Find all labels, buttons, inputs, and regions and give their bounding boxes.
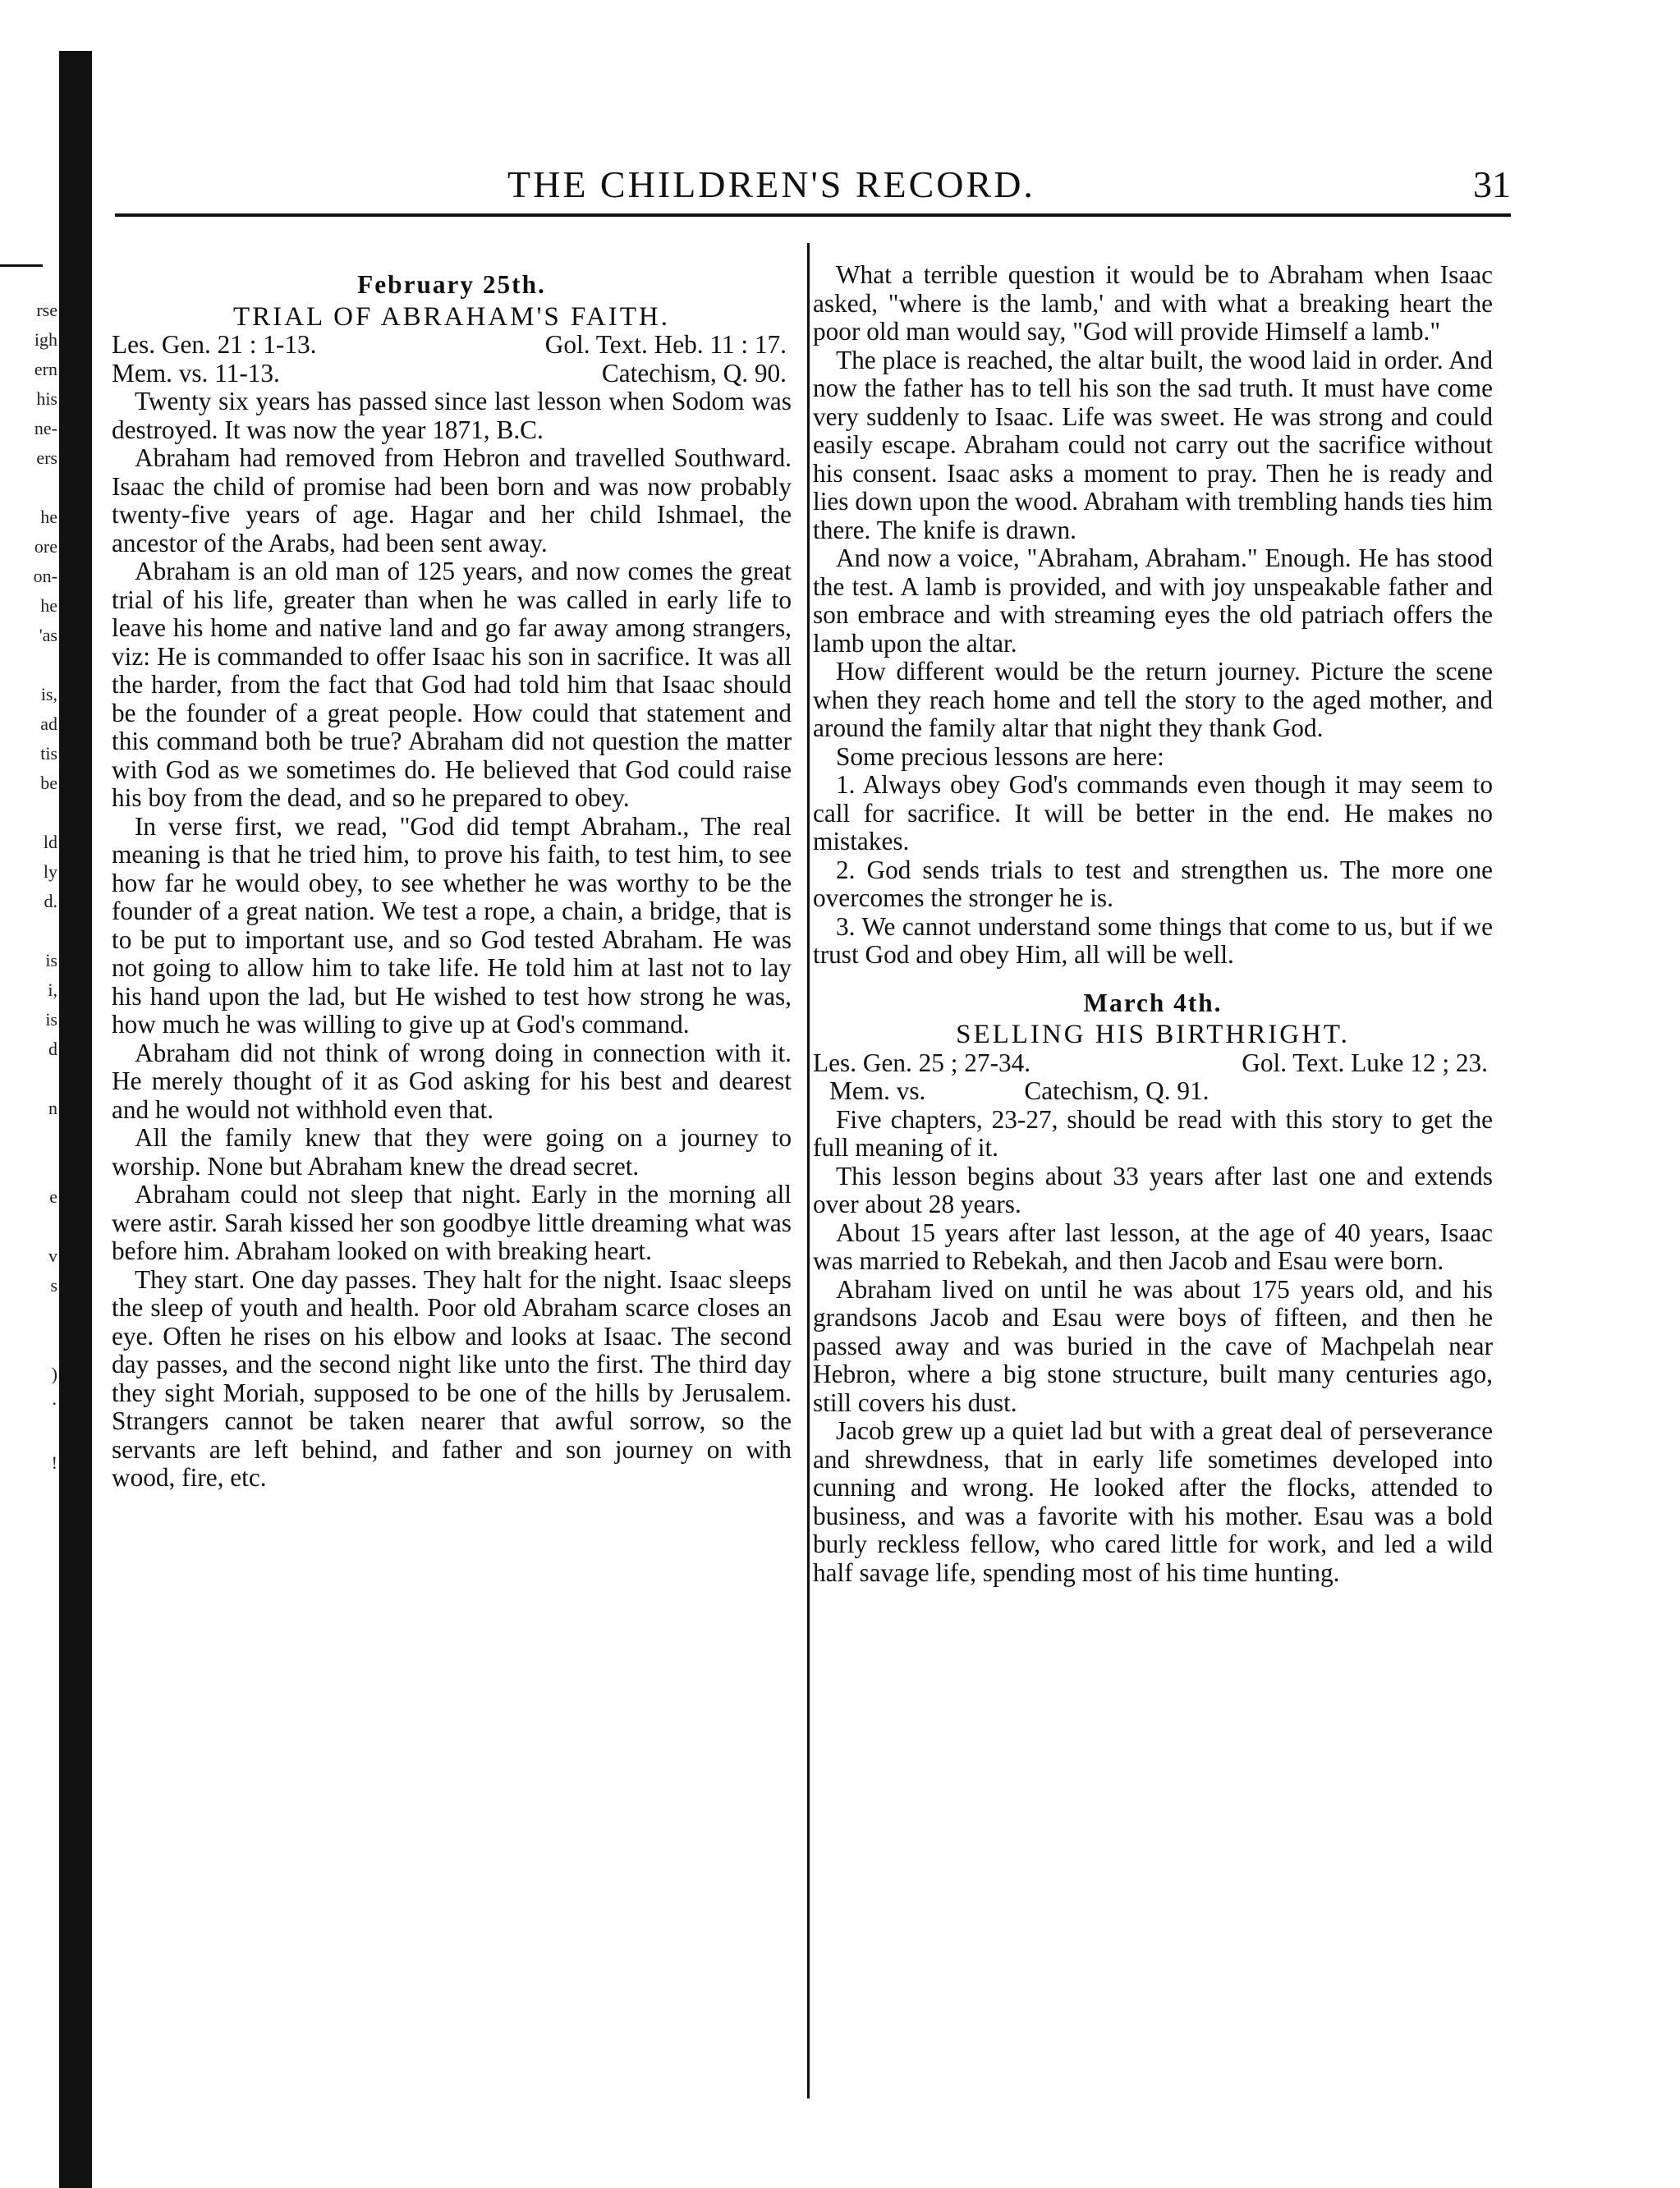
left-column [112,271,792,1493]
adjacent-page-margin-text [0,296,57,1478]
paragraph: This lesson begins about 33 years after last one and extends over about 28 years. [813,1161,1493,1218]
margin-fragment: he [40,595,57,616]
golden-text: Gol. Text. Heb. 11 : 17. [544,330,787,359]
margin-fragment [0,1330,57,1360]
paragraph: How different would be the return journey. Picture the scene when they reach home and tell the story to the aged mother, and around the family altar that night they thank God. [813,657,1493,742]
margin-fragment: on- [33,566,57,586]
margin-fragment: i, [48,979,57,1000]
margin-fragment: he [40,507,57,527]
margin-fragment [0,798,57,828]
paragraph: Abraham lived on until he was about 175 years old, and his grandsons Jacob and Esau were boys of fifteen, and then he passed away and was buried in the cave of Machpelah near Hebron, where a big stone structure, built many centuries ago, still covers his dust. [813,1274,1493,1417]
margin-fragment: n [48,1098,57,1118]
lesson-body [112,388,792,1493]
paragraph: And now a voice, "Abraham, Abraham." Enough. He has stood the test. A lamb is provided, and with joy unspeakable father and son embrace and with streaming eyes the old patriach offers the lamb upon the altar. [813,544,1493,658]
margin-fragment: ad [40,713,57,734]
margin-fragment: v [48,1245,57,1266]
margin-fragment: e [49,1186,57,1207]
margin-fragment: rse [36,300,57,320]
margin-fragment: d. [44,891,57,911]
catechism-question: Catechism, Q. 90. [601,358,787,388]
paragraph: Abraham could not sleep that night. Early in the morning all were astir. Sarah kissed her son goodbye little dreaming what was before him. Abraham looked on with breaking heart. [112,1180,792,1265]
margin-fragment: his [36,388,57,409]
paragraph: All the family knew that they were going on a journey to worship. None but Abraham knew the dread secret. [112,1123,792,1181]
margin-fragment: ern [34,359,57,379]
lesson-date: March 4th. [1083,988,1223,1017]
paragraph: 2. God sends trials to test and strengthen us. The more one overcomes the stronger he is. [813,855,1493,912]
paragraph: In verse first, we read, "God did tempt Abraham., The real meaning is that he tried him, to prove his faith, to test him, to see how far he would obey, to see whether he was worthy to be the founder of a great nation. We test a rope, a chain, a bridge, that is to be put to important use, and so God tested Abraham. He was not going to allow him to take life. He told him at last not to lay his hand upon the lad, but He wished to test how strong he was, how much he was willing to give up at God's command. [112,811,792,1039]
margin-fragment: is, [40,684,57,704]
paragraph: Twenty six years has passed since last lesson when Sodom was destroyed. It was now the year 1871, B.C. [112,387,792,444]
lesson-date: February 25th. [357,270,546,299]
page-number: 31 [1473,163,1511,205]
margin-fragment: ly [43,861,57,882]
lesson-references [112,331,792,360]
margin-fragment [0,473,57,502]
margin-fragment: ) [51,1364,57,1384]
lesson-references [813,1049,1493,1078]
margin-fragment: ore [34,536,57,557]
paragraph: Some precious lessons are here: [836,741,1164,771]
margin-fragment: s [50,1275,57,1296]
margin-fragment: be [40,773,57,793]
margin-fragment: is [45,1009,57,1030]
paragraph: Abraham is an old man of 125 years, and now comes the great trial of his life, greater than when he was called in early life to leave his home and native land and go far away among strangers, viz: He is commanded to offer Isaac his son in sacrifice. It was all the harder, from the fact that God had told him that Isaac should be the founder of a great people. How could that statement and this command both be true? Abraham did not question the matter with God as we sometimes do. He believed that God could raise his boy from the dead, and so he prepared to obey. [112,557,792,812]
margin-fragment [0,650,57,680]
margin-fragment [0,1212,57,1241]
paragraph: What a terrible question it would be to Abraham when Isaac asked, "where is the lamb,' and with what a breaking heart the poor old man would say, "God will provide Himself a lamb." [813,260,1493,346]
margin-fragment: igh [34,329,57,350]
lesson-passage: Les. Gen. 25 ; 27-34. [813,1048,1031,1077]
catechism-question: Catechism, Q. 91. [1024,1076,1210,1105]
memory-verses: Mem. vs. 11-13. [112,358,280,388]
margin-fragment: ers [36,447,57,468]
margin-fragment [0,916,57,946]
paragraph: Jacob grew up a quiet lad but with a great deal of perseverance and shrewdness, that in early life sometimes developed into cunning and wrong. He looked after the flocks, attended to business, and was a favorite with his mother. Esau was a bold burly reckless fellow, who cared little for work, and led a wild half savage life, spending most of his time hunting. [813,1416,1493,1587]
margin-fragment: d [48,1039,57,1059]
paragraph: 3. We cannot understand some things that come to us, but if we trust God and obey Him, all will be well. [813,911,1493,969]
page-binding-edge [59,51,92,2188]
golden-text: Gol. Text. Luke 12 ; 23. [1242,1048,1488,1077]
memory-verses: Mem. vs. [829,1076,926,1105]
margin-fragment [0,1300,57,1330]
lesson-title: TRIAL OF ABRAHAM'S FAITH. [233,301,670,332]
memory-references [813,1077,1493,1106]
lesson-body [813,1106,1493,1588]
margin-fragment [0,1064,57,1094]
paragraph: The place is reached, the altar built, the wood laid in order. And now the father has to tell his son the sad truth. It must have come very suddenly to Isaac. Life was sweet. He was strong and could easily escape. Abraham could not carry out the sacrifice without his consent. Isaac asks a moment to pray. Then he is ready and lies down upon the wood. Abraham with trembling hands ties him there. The knife is drawn. [813,345,1493,544]
margin-fragment [0,1123,57,1153]
margin-fragment: ld [43,832,57,852]
publication-title: THE CHILDREN'S RECORD. [507,163,1035,205]
right-column [813,261,1493,1587]
column-rule [807,243,810,2099]
margin-rule [0,264,43,267]
memory-references [112,360,792,388]
paragraph: 1. Always obey God's commands even though it may seem to call for sacrifice. It will be better in the end. He makes no mistakes. [813,770,1493,855]
paragraph: Five chapters, 23-27, should be read with this story to get the full meaning of it. [813,1104,1493,1162]
running-head [115,163,1511,212]
margin-fragment: ne- [34,418,57,438]
margin-fragment [0,1153,57,1182]
margin-fragment: ! [51,1452,57,1473]
paragraph: Abraham had removed from Hebron and travelled Southward. Isaac the child of promise had been born and was now probably twenty-five years of age. Hagar and her child Ishmael, the ancestor of the Arabs, had been sent away. [112,443,792,557]
margin-fragment [0,1419,57,1448]
lesson-title: SELLING HIS BIRTHRIGHT. [956,1020,1350,1049]
margin-fragment: tis [40,743,57,764]
paragraph: About 15 years after last lesson, at the age of 40 years, Isaac was married to Rebekah, and then Jacob and Esau were born. [813,1218,1493,1275]
paragraph: Abraham did not think of wrong doing in connection with it. He merely thought of it as God asking for his best and dearest and he would not withhold even that. [112,1038,792,1124]
margin-fragment: 'as [39,625,57,645]
lesson-body-continued [813,261,1493,970]
margin-fragment: is [45,950,57,970]
lesson-passage: Les. Gen. 21 : 1-13. [112,330,317,359]
header-rule [115,213,1511,217]
margin-fragment: · [51,1393,57,1414]
paragraph: They start. One day passes. They halt for the night. Isaac sleeps the sleep of youth and health. Poor old Abraham scarce closes an eye. Often he rises on his elbow and looks at Isaac. The second day passes, and the second night like unto the first. The third day they sight Moriah, supposed to be one of the hills by Jerusalem. Strangers cannot be taken nearer that awful sorrow, so the servants are left behind, and father and son journey on with wood, fire, etc. [112,1264,792,1492]
